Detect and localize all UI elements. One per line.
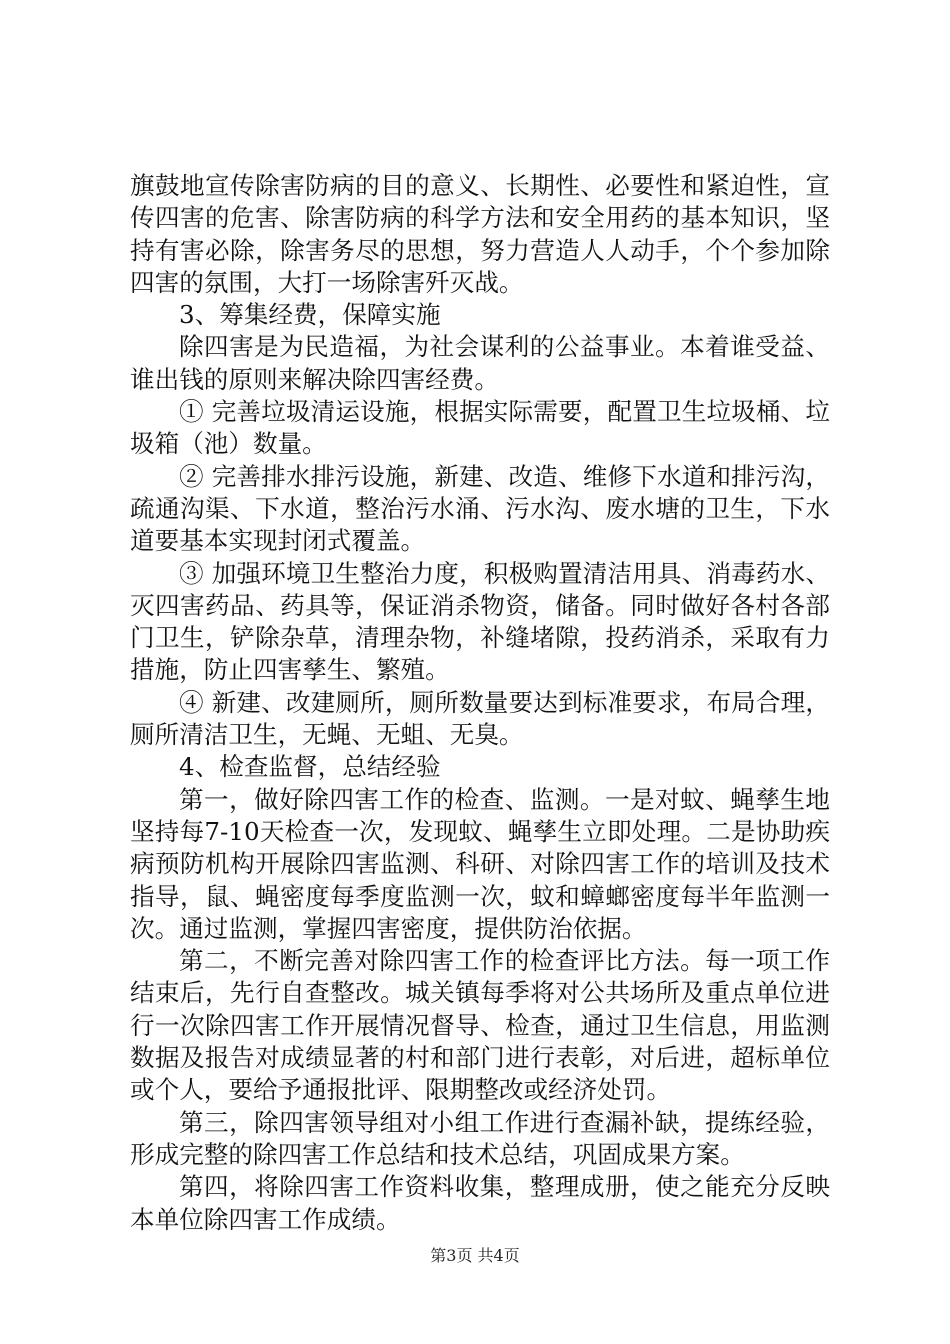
document-body [130,170,830,1236]
paragraph-second: 第二，不断完善对除四害工作的检查评比方法。每一项工作结束后，先行自查整改。城关镇每季将对公共场所及重点单位进行一次除四害工作开展情况督导、检查，通过卫生信息，用监测数据及报告对成绩显著的村和部门进行表彰，对后进，超标单位或个人，要给予通报批评、限期整改或经济处罚。 [130,946,830,1105]
list-item-2: ② 完善排水排污设施，新建、改造、维修下水道和排污沟，疏通沟渠、下水道，整治污水涌、污水沟、废水塘的卫生，下水道要基本实现封闭式覆盖。 [130,461,830,556]
section-heading-3: 3、筹集经费，保障实施 [179,300,441,330]
paragraph-fourth: 第四，将除四害工作资料收集，整理成册，使之能充分反映本单位除四害工作成绩。 [130,1172,830,1234]
paragraph-funding: 除四害是为民造福，为社会谋利的公益事业。本着谁受益、谁出钱的原则来解决除四害经费。 [130,332,830,394]
page-footer: 第3页 共4页 [430,1246,520,1265]
section-heading-4: 4、检查监督，总结经验 [179,752,441,782]
list-item-4: ④ 新建、改建厕所，厕所数量要达到标准要求，布局合理，厕所清洁卫生，无蝇、无蛆、无臭。 [130,687,830,750]
paragraph-first: 第一，做好除四害工作的检查、监测。一是对蚊、蝇孳生地坚持每7-10天检查一次，发现蚊、蝇孳生立即处理。二是协助疾病预防机构开展除四害监测、科研、对除四害工作的培训及技术指导，鼠、蝇密度每季度监测一次，蚊和蟑螂密度每半年监测一次。通过监测，掌握四害密度，提供防治依据。 [130,784,830,943]
paragraph-continuation: 旗鼓地宣传除害防病的目的意义、长期性、必要性和紧迫性，宣传四害的危害、除害防病的科学方法和安全用药的基本知识，坚持有害必除，除害务尽的思想，努力营造人人动手，个个参加除四害的氛围，大打一场除害歼灭战。 [130,171,830,297]
list-item-1: ① 完善垃圾清运设施，根据实际需要，配置卫生垃圾桶、垃圾箱（池）数量。 [130,397,830,459]
list-item-3: ③ 加强环境卫生整治力度，积极购置清洁用具、消毒药水、灭四害药品、药具等，保证消杀物资，储备。同时做好各村各部门卫生，铲除杂草，清理杂物，补缝堵隙，投药消杀，采取有力措施，防止四害孳生、繁殖。 [130,558,830,685]
paragraph-third: 第三，除四害领导组对小组工作进行查漏补缺，提练经验，形成完整的除四害工作总结和技术总结，巩固成果方案。 [130,1107,830,1169]
